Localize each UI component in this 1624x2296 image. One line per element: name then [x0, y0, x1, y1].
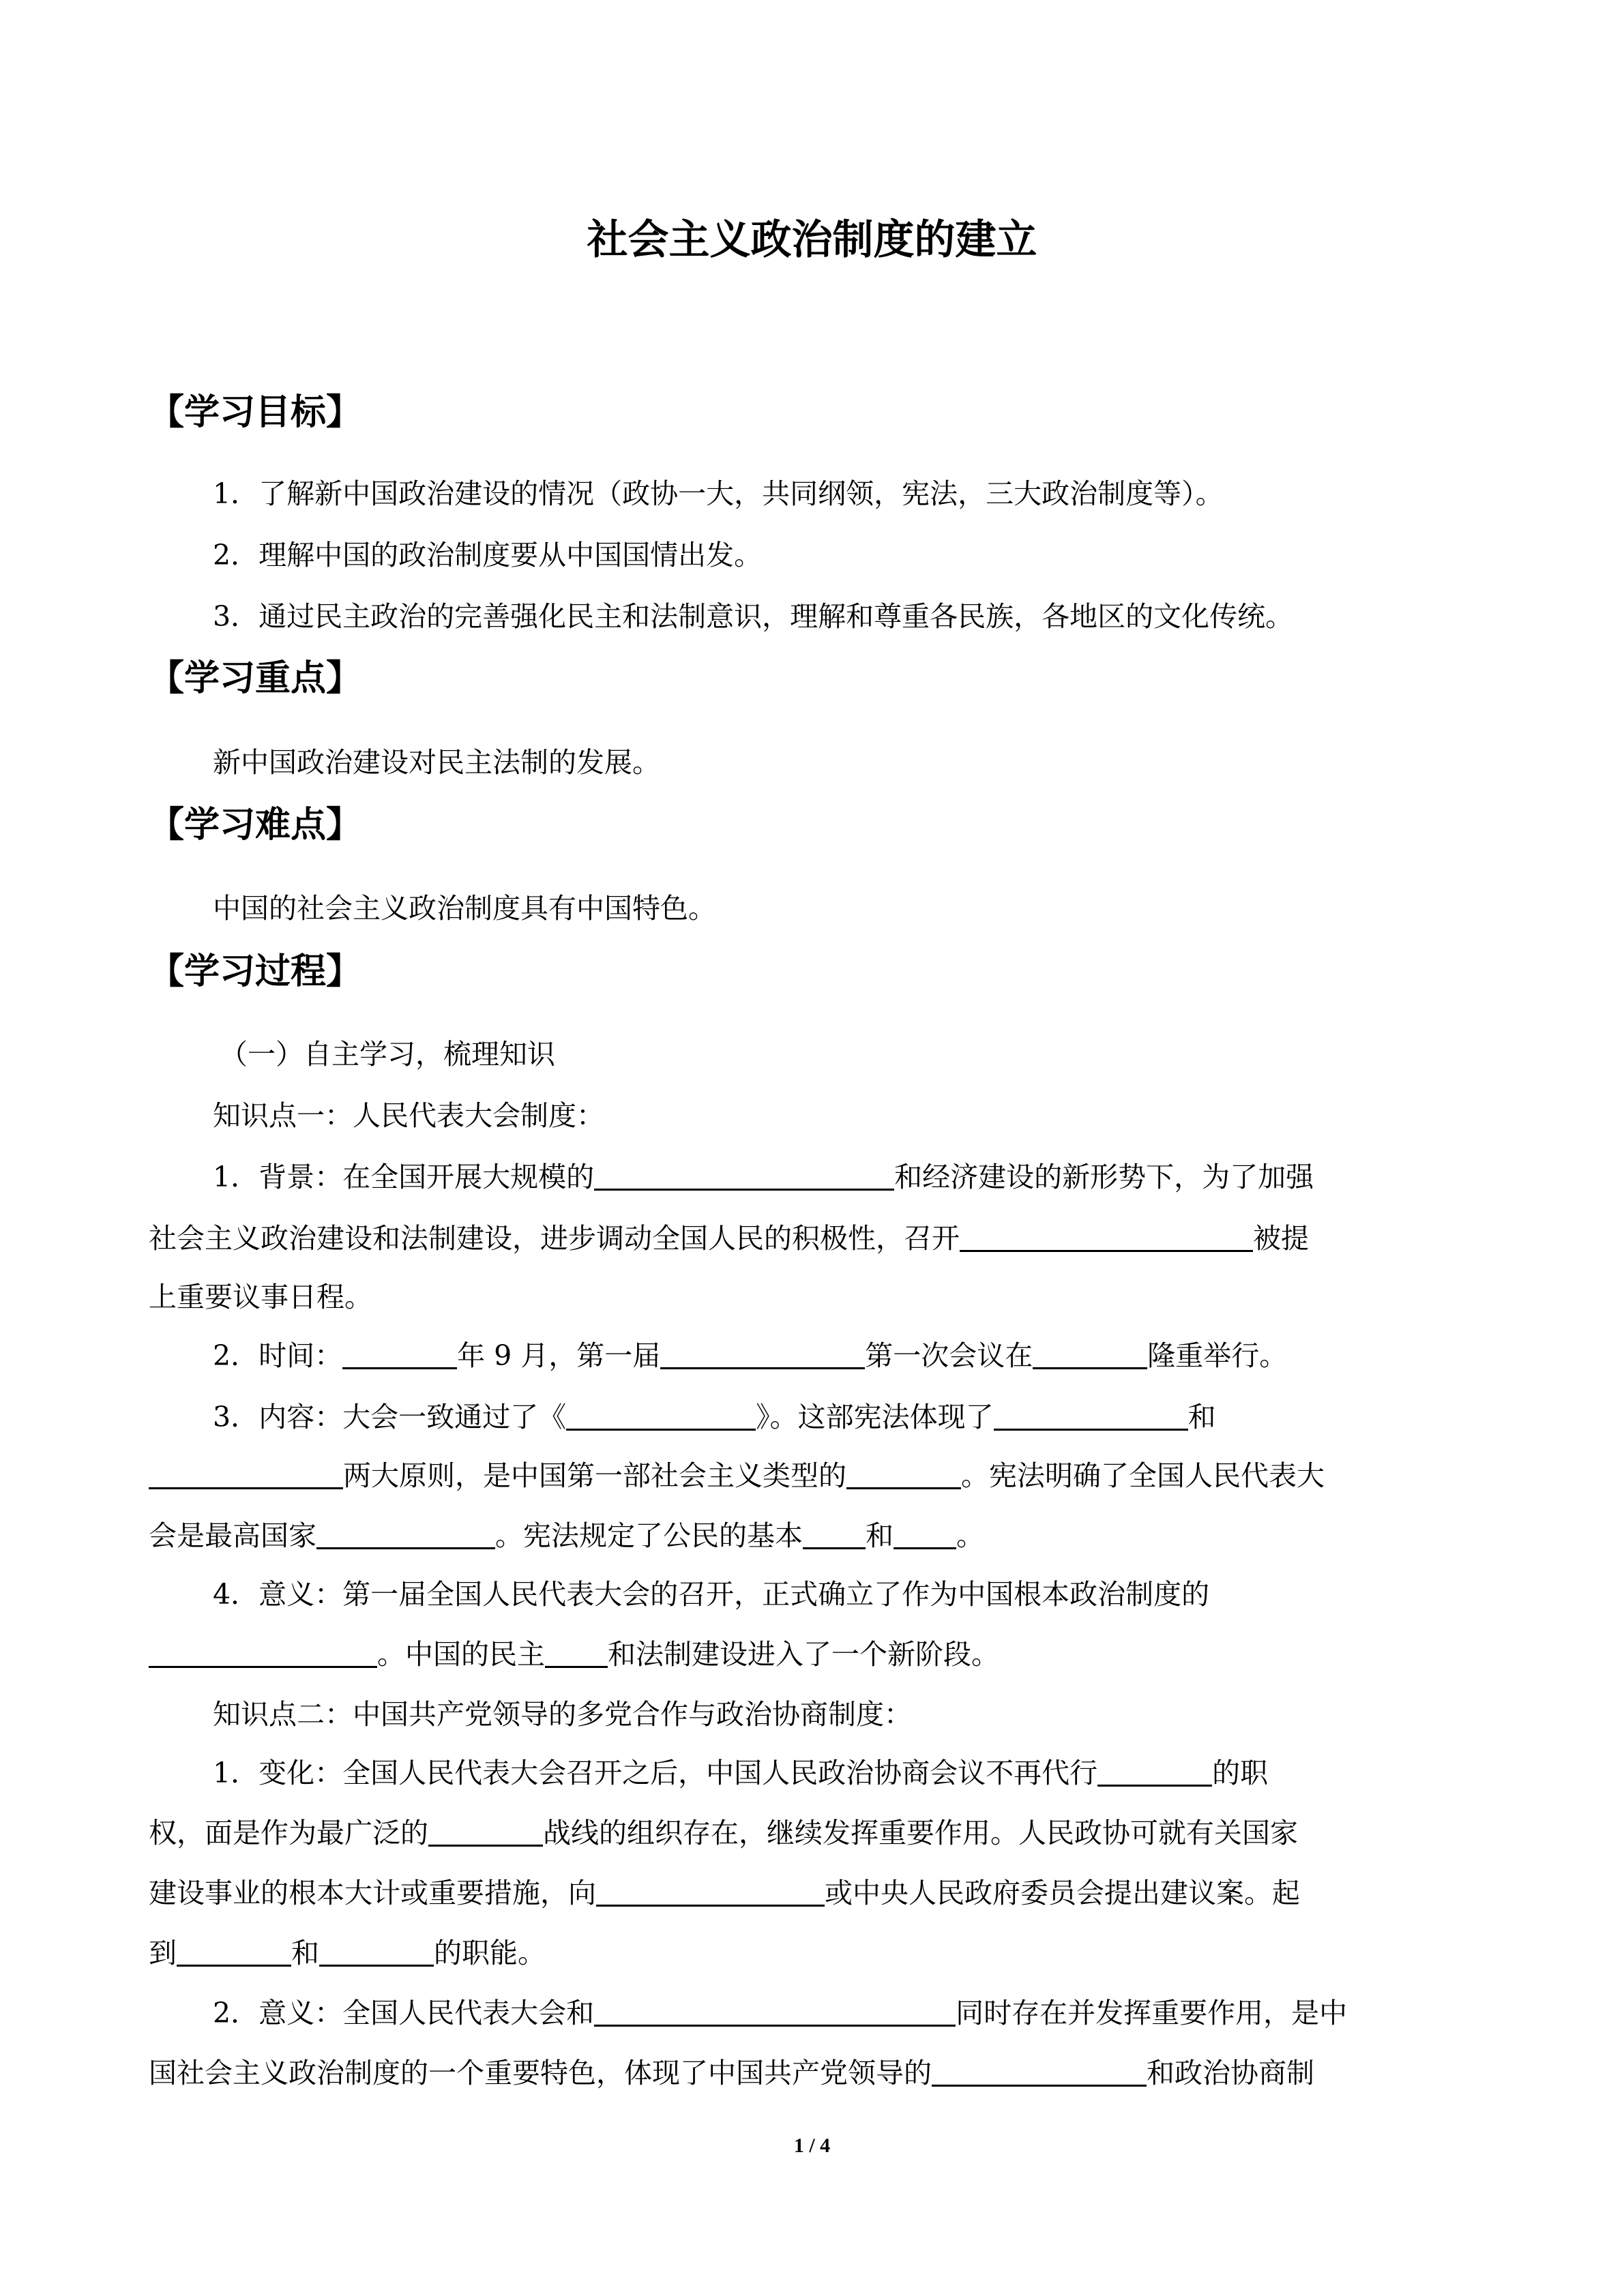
fill-blank[interactable]: [319, 1935, 434, 1967]
fill-blank[interactable]: [149, 1457, 343, 1489]
fill-blank[interactable]: [1097, 1755, 1212, 1787]
kp1-significance-line2: 。中国的民主 和法制建设进入了一个新阶段。: [149, 1634, 999, 1675]
fill-blank[interactable]: [960, 1220, 1253, 1252]
fill-blank[interactable]: [660, 1337, 865, 1369]
fill-blank[interactable]: [566, 1399, 756, 1431]
heading-process: 【学习过程】: [149, 951, 362, 992]
kp1-background-line2: 社会主义政治建设和法制建设，进步调动全国人民的积极性，召开 被提: [149, 1218, 1309, 1259]
fill-blank[interactable]: [803, 1517, 866, 1549]
page-title: 社会主义政治制度的建立: [587, 216, 1037, 264]
kp2-significance-line1: 2．意义：全国人民代表大会和 同时存在并发挥重要作用，是中: [213, 1993, 1347, 2033]
subsection-self-study: （一）自主学习，梳理知识: [220, 1038, 555, 1071]
kp2-significance-line2: 国社会主义政治制度的一个重要特色，体现了中国共产党领导的 和政治协商制: [149, 2053, 1314, 2093]
kp1-significance-line1: 4．意义：第一届全国人民代表大会的召开，正式确立了作为中国根本政治制度的: [213, 1578, 1210, 1611]
kp1-content-line3: 会是最高国家 。宪法规定了公民的基本 和 。: [149, 1515, 984, 1556]
fill-blank[interactable]: [149, 1636, 377, 1668]
fill-blank[interactable]: [594, 1159, 894, 1191]
kp2-change-line3: 建设事业的根本大计或重要措施，向 或中央人民政府委员会提出建议案。起: [149, 1873, 1300, 1913]
heading-key-point: 【学习重点】: [149, 658, 362, 699]
fill-blank[interactable]: [994, 1399, 1188, 1431]
fill-blank[interactable]: [316, 1517, 495, 1549]
objective-item-1: 1．了解新中国政治建设的情况（政协一大，共同纲领，宪法，三大政治制度等）。: [213, 477, 1224, 510]
fill-blank[interactable]: [894, 1517, 956, 1549]
fill-blank[interactable]: [545, 1636, 608, 1668]
page-number: 1 / 4: [793, 2134, 831, 2157]
difficulty-text: 中国的社会主义政治制度具有中国特色。: [213, 892, 716, 925]
fill-blank[interactable]: [596, 1875, 825, 1907]
kp1-content-line1: 3．内容：大会一致通过了《 》。这部宪法体现了 和: [213, 1397, 1216, 1437]
kp2-change-line4: 到 和 的职能。: [149, 1933, 546, 1973]
kp2-change-line2: 权，面是作为最广泛的 战线的组织存在，继续发挥重要作用。人民政协可就有关国家: [149, 1813, 1298, 1853]
fill-blank[interactable]: [177, 1935, 291, 1967]
fill-blank[interactable]: [1033, 1337, 1147, 1369]
fill-blank[interactable]: [428, 1815, 543, 1847]
objective-item-2: 2．理解中国的政治制度要从中国国情出发。: [213, 539, 763, 571]
heading-objectives: 【学习目标】: [149, 392, 362, 433]
heading-difficulty: 【学习难点】: [149, 805, 362, 846]
fill-blank[interactable]: [932, 2055, 1147, 2087]
kp1-content-line2: 两大原则，是中国第一部社会主义类型的 。宪法明确了全国人民代表大: [149, 1455, 1325, 1496]
kp2-change-line1: 1．变化：全国人民代表大会召开之后，中国人民政治协商会议不再代行 的职: [213, 1753, 1268, 1793]
kp1-background-line3: 上重要议事日程。: [149, 1281, 372, 1313]
kp1-background-line1: 1．背景：在全国开展大规模的 和经济建设的新形势下，为了加强: [213, 1157, 1314, 1197]
kp1-time: 2．时间： 年 9 月，第一届 第一次会议在 隆重举行。: [213, 1335, 1287, 1376]
objective-item-3: 3．通过民主政治的完善强化民主和法制意识，理解和尊重各民族，各地区的文化传统。: [213, 600, 1294, 633]
kp2-title: 知识点二：中国共产党领导的多党合作与政治协商制度：: [213, 1698, 912, 1731]
key-point-text: 新中国政治建设对民主法制的发展。: [213, 746, 660, 779]
fill-blank[interactable]: [846, 1457, 961, 1489]
kp1-title: 知识点一：人民代表大会制度：: [213, 1099, 604, 1132]
fill-blank[interactable]: [594, 1995, 956, 2027]
fill-blank[interactable]: [342, 1337, 457, 1369]
